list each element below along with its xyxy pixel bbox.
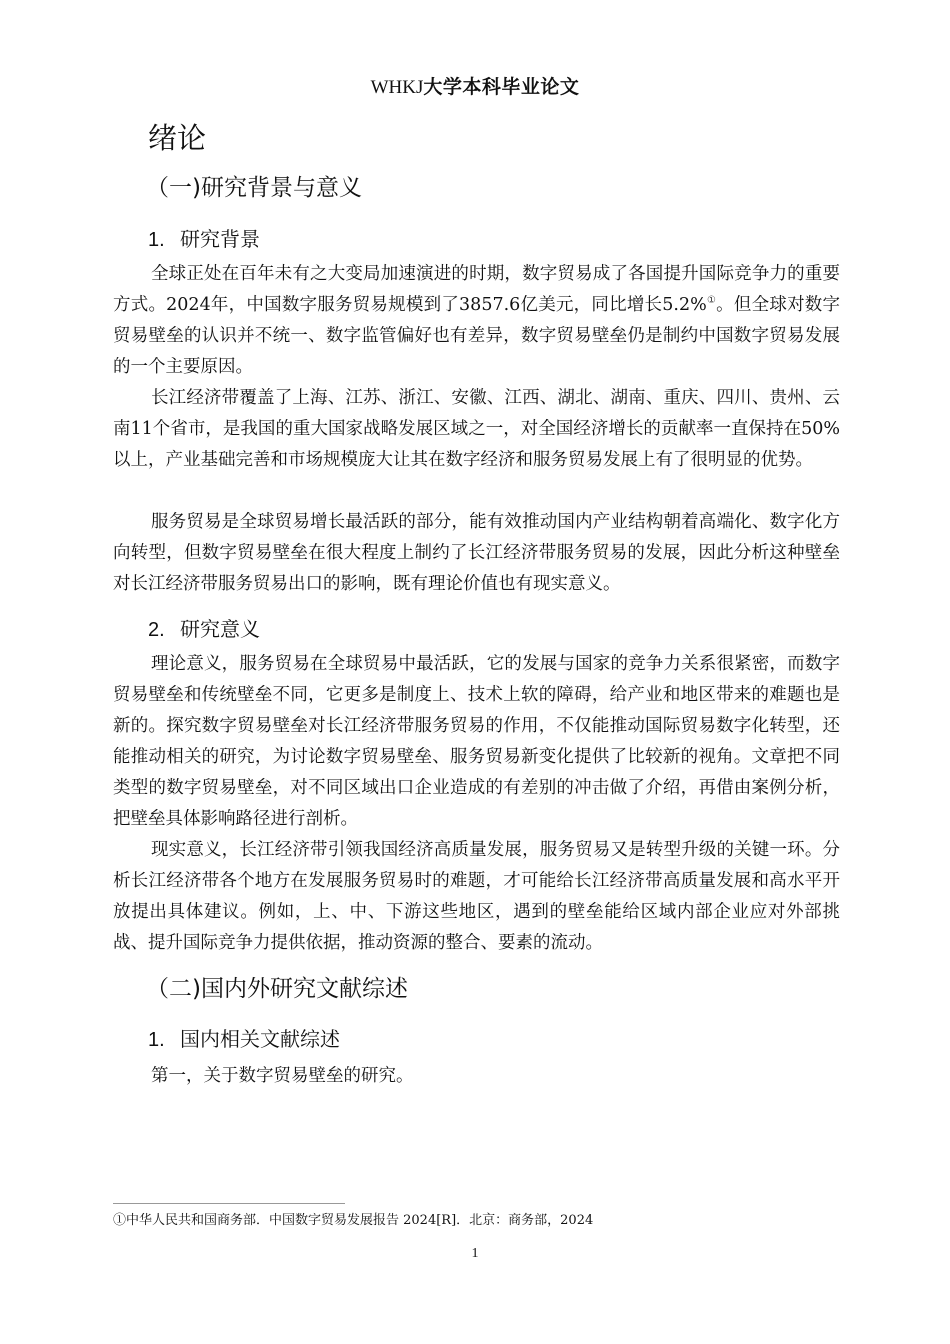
header-title: 大学本科毕业论文 — [423, 76, 580, 98]
subsection-number: 1. — [148, 1029, 165, 1051]
paragraph-global-digital-trade — [113, 259, 840, 383]
paragraph-digital-trade-barrier-research: 第一，关于数字贸易壁垒的研究。 — [151, 1066, 414, 1086]
paragraph-text-continued: 但全球对数字贸易壁垒的认识并不统一、数字监管偏好也有差异，数字贸易壁垒仍是制约中国数字贸易发展的一个主要原因。 — [113, 295, 841, 377]
subsection-title: 研究意义 — [180, 617, 260, 641]
page-number: 1 — [471, 1246, 479, 1261]
paragraph-yangtze-economic-belt: 长江经济带覆盖了上海、江苏、浙江、安徽、江西、湖北、湖南、重庆、四川、贵州、云南11个省市，是我国的重大国家战略发展区域之一，对全国经济增长的贡献率一直保持在50%以上，产业基础完善和市场规模庞大让其在数字经济和服务贸易发展上有了很明显的优势。 — [113, 388, 840, 470]
subsection-number: 2. — [148, 619, 165, 641]
subsection-title: 国内相关文献综述 — [180, 1027, 340, 1051]
subsection-title: 研究背景 — [180, 227, 260, 251]
running-header — [0, 74, 950, 101]
footnote-separator — [113, 1203, 345, 1204]
paragraph-theoretical-significance: 理论意义，服务贸易在全球贸易中最活跃，它的发展与国家的竞争力关系很紧密，而数字贸易壁垒和传统壁垒不同，它更多是制度上、技术上软的障碍，给产业和地区带来的难题也是新的。探究数字贸易壁垒对长江经济带服务贸易的作用，不仅能推动国际贸易数字化转型，还能推动相关的研究，为讨论数字贸易壁垒、服务贸易新变化提供了比较新的视角。文章把不同类型的数字贸易壁垒，对不同区域出口企业造成的有差别的冲击做了介绍，再借由案例分析，把壁垒具体影响路径进行剖析。 — [113, 654, 840, 829]
subsection-number: 1. — [148, 229, 165, 251]
paragraph-service-trade: 服务贸易是全球贸易增长最活跃的部分，能有效推动国内产业结构朝着高端化、数字化方向转型，但数字贸易壁垒在很大程度上制约了长江经济带服务贸易的发展，因此分析这种壁垒对长江经济带服务贸易出口的影响，既有理论价值也有现实意义。 — [113, 512, 840, 594]
chapter-title: 绪论 — [148, 121, 207, 155]
subsection-heading-research-background — [148, 224, 260, 255]
subsection-heading-domestic-literature — [148, 1024, 340, 1055]
subsection-heading-research-significance — [148, 614, 260, 645]
paragraph-practical-significance: 现实意义，长江经济带引领我国经济高质量发展，服务贸易又是转型升级的关键一环。分析长江经济带各个地方在发展服务贸易时的难题，才可能给长江经济带高质量发展和高水平开放提出具体建议。例如，上、中、下游这些地区，遇到的壁垒能给区域内部企业应对外部挑战、提升国际竞争力提供依据，推动资源的整合、要素的流动。 — [113, 840, 840, 953]
header-prefix: WHKJ — [370, 77, 424, 98]
paragraph-text: 全球正处在百年未有之大变局加速演进的时期，数字贸易成了各国提升国际竞争力的重要方式。2024年，中国数字服务贸易规模到了3857.6亿美元，同比增长5.2% — [113, 264, 840, 315]
footnote-reference: ① — [706, 295, 717, 306]
section-heading-literature-review: （二)国内外研究文献综述 — [146, 976, 408, 1002]
footnote: ①中华人民共和国商务部．中国数字贸易发展报告 2024[R]．北京：商务部，2024 — [113, 1213, 594, 1228]
section-heading-research-background-significance: （一)研究背景与意义 — [146, 175, 362, 201]
paragraph-text-tail: 。 — [716, 295, 734, 315]
